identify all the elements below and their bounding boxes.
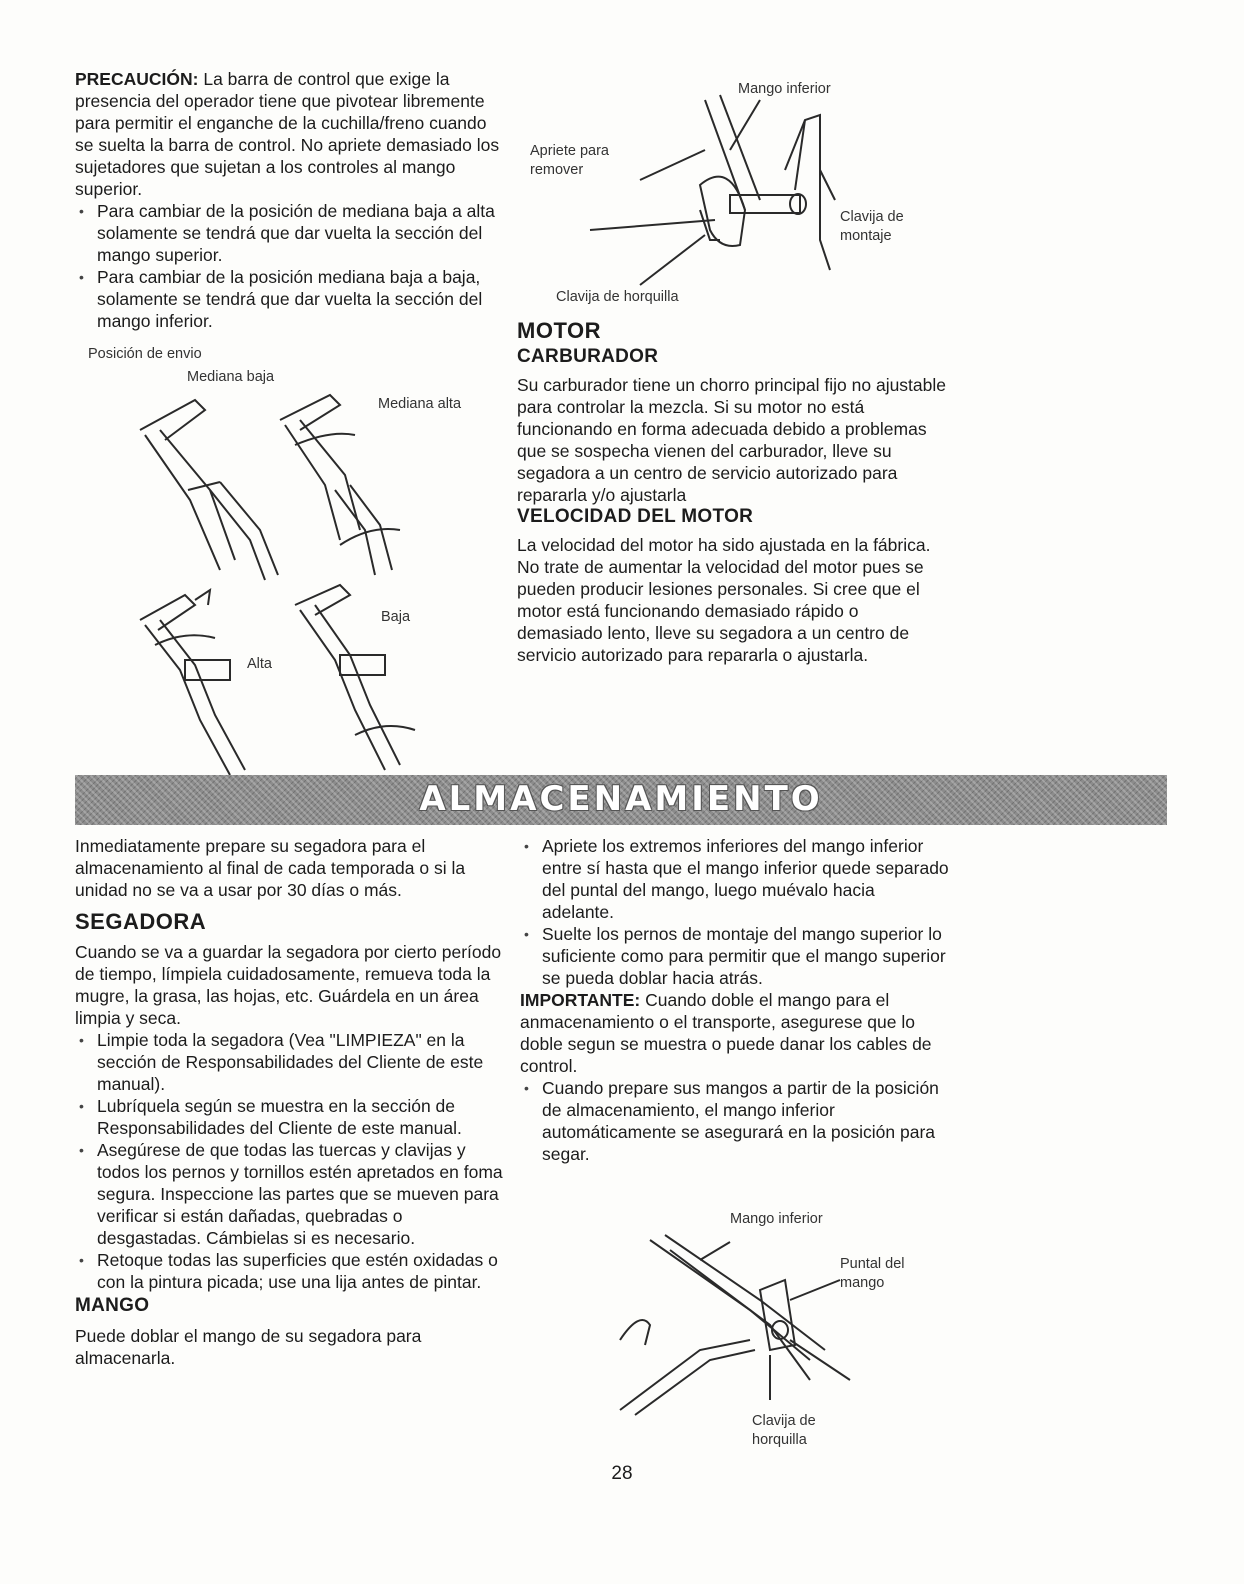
label-medium-high: Mediana alta	[378, 396, 462, 412]
handle-position-list	[75, 200, 505, 332]
label-handle-brace: Puntal del mango	[840, 1256, 905, 1291]
list-item: • Para cambiar de la posición de mediana baja a alta solamente se tendrá que dar vuelta la sección del mango superior.	[75, 200, 505, 266]
engine-speed-text: La velocidad del motor ha sido ajustada en la fábrica. No trate de aumentar la velocidad del motor pues se pueden producir lesiones personales. Si cree que el motor está funcionando demasiado rápido o demasiado lento, lleve su segadora a un centro de servicio autorizado para repararla o ajustarla.	[517, 535, 931, 665]
label-lower-handle-storage: Mango inferior	[730, 1211, 823, 1227]
label-hairpin-storage: Clavija de horquilla	[752, 1413, 816, 1448]
mower-text: Cuando se va a guardar la segadora por cierto período de tiempo, límpiela cuidadosamente, remueva toda la mugre, la grasa, las hojas, etc. Guárdela en un área limpia y seca.	[75, 942, 502, 1028]
mower-title: SEGADORA	[75, 909, 207, 934]
mower-storage-list	[75, 1029, 505, 1293]
handle-positions-illustration	[100, 390, 540, 810]
handle-medium-high-drawing	[280, 395, 400, 575]
carburetor-text: Su carburador tiene un chorro principal fijo no ajustable para controlar la mezcla. Si su motor no está funcionando en forma adecuada debido a problemas que se sospecha vienen del carburador, lleve su segadora a un centro de servicio autorizado para repararla y/o ajustarla	[517, 375, 947, 505]
pin-removal-illustration	[580, 90, 900, 290]
handle-text: Puede doblar el mango de su segadora para almacenarla.	[75, 1326, 422, 1368]
handle-unfold-list	[520, 1077, 950, 1165]
label-low: Baja	[381, 609, 411, 625]
list-item: • Cuando prepare sus mangos a partir de la posición de almacenamiento, el mango inferior automáticamente se asegurará en la posición para segar.	[520, 1077, 950, 1165]
list-item: • Asegúrese de que todas las tuercas y clavijas y todos los pernos y tornillos estén apretados en foma segura. Inspeccione las partes que se mueven para verificar si están dañadas, quebradas o desgastadas. Cámbielas si es necesario.	[75, 1139, 505, 1249]
list-item: • Limpie toda la segadora (Vea "LIMPIEZA" en la sección de Responsabilidades del Cliente de este manual).	[75, 1029, 505, 1095]
storage-left-column	[75, 835, 505, 1369]
caution-label: PRECAUCIÓN:	[75, 69, 199, 89]
storage-intro: Inmediatamente prepare su segadora para el almacenamiento al final de cada temporada o si la unidad no se va a usar por 30 días o más.	[75, 836, 466, 900]
carburetor-title: CARBURADOR	[517, 346, 659, 367]
label-press-to-remove: Apriete para remover	[530, 143, 609, 178]
page-number: 28	[611, 1463, 633, 1484]
label-medium-low: Mediana baja	[187, 369, 275, 385]
storage-right-column	[520, 835, 950, 1165]
caution-text: La barra de control que exige la presencia del operador tiene que pivotear libremente para permitir el enganche de la cuchilla/freno cuando se suelta la barra de control. No apriete demasiado los sujetadores que sujetan a los controles al mango superior.	[75, 69, 500, 199]
handle-medium-low-drawing	[140, 400, 278, 580]
motor-title: MOTOR	[517, 318, 601, 343]
label-mount-pin: Clavija de montaje	[840, 209, 904, 244]
list-item: • Suelte los pernos de montaje del mango superior lo suficiente como para permitir que el mango superior se pueda doblar hacia atrás.	[520, 923, 950, 989]
important-label: IMPORTANTE:	[520, 990, 641, 1010]
important-note	[520, 989, 950, 1077]
list-item: • Para cambiar de la posición mediana baja a baja, solamente se tendrá que dar vuelta la sección del mango inferior.	[75, 266, 505, 332]
label-hairpin: Clavija de horquilla	[556, 289, 679, 305]
motor-section	[517, 318, 947, 666]
list-item: • Apriete los extremos inferiores del mango inferior entre sí hasta que el mango inferior quede separado del puntal del mango, luego muévalo hacia adelante.	[520, 835, 950, 923]
important-text: Cuando doble el mango para el anmacenamiento o el transporte, asegurese que lo doble segun se muestra o puede danar los cables de control.	[520, 990, 932, 1076]
label-shipping-position: Posición de envio	[88, 346, 202, 362]
list-item: • Retoque todas las superficies que estén oxidadas o con la pintura picada; use una lija antes de pintar.	[75, 1249, 505, 1293]
handle-title: MANGO	[75, 1295, 150, 1316]
label-high: Alta	[247, 656, 272, 672]
storage-banner-title: ALMACENAMIENTO	[419, 779, 823, 819]
folded-handle-illustration	[610, 1230, 910, 1420]
caution-paragraph	[75, 68, 505, 332]
handle-high-drawing	[140, 590, 245, 775]
label-lower-handle: Mango inferior	[738, 81, 831, 97]
storage-banner	[75, 775, 1167, 825]
handle-fold-list	[520, 835, 950, 989]
engine-speed-title: VELOCIDAD DEL MOTOR	[517, 506, 754, 527]
handle-low-drawing	[295, 585, 415, 770]
list-item: • Lubríquela según se muestra en la sección de Responsabilidades del Cliente de este manual.	[75, 1095, 505, 1139]
